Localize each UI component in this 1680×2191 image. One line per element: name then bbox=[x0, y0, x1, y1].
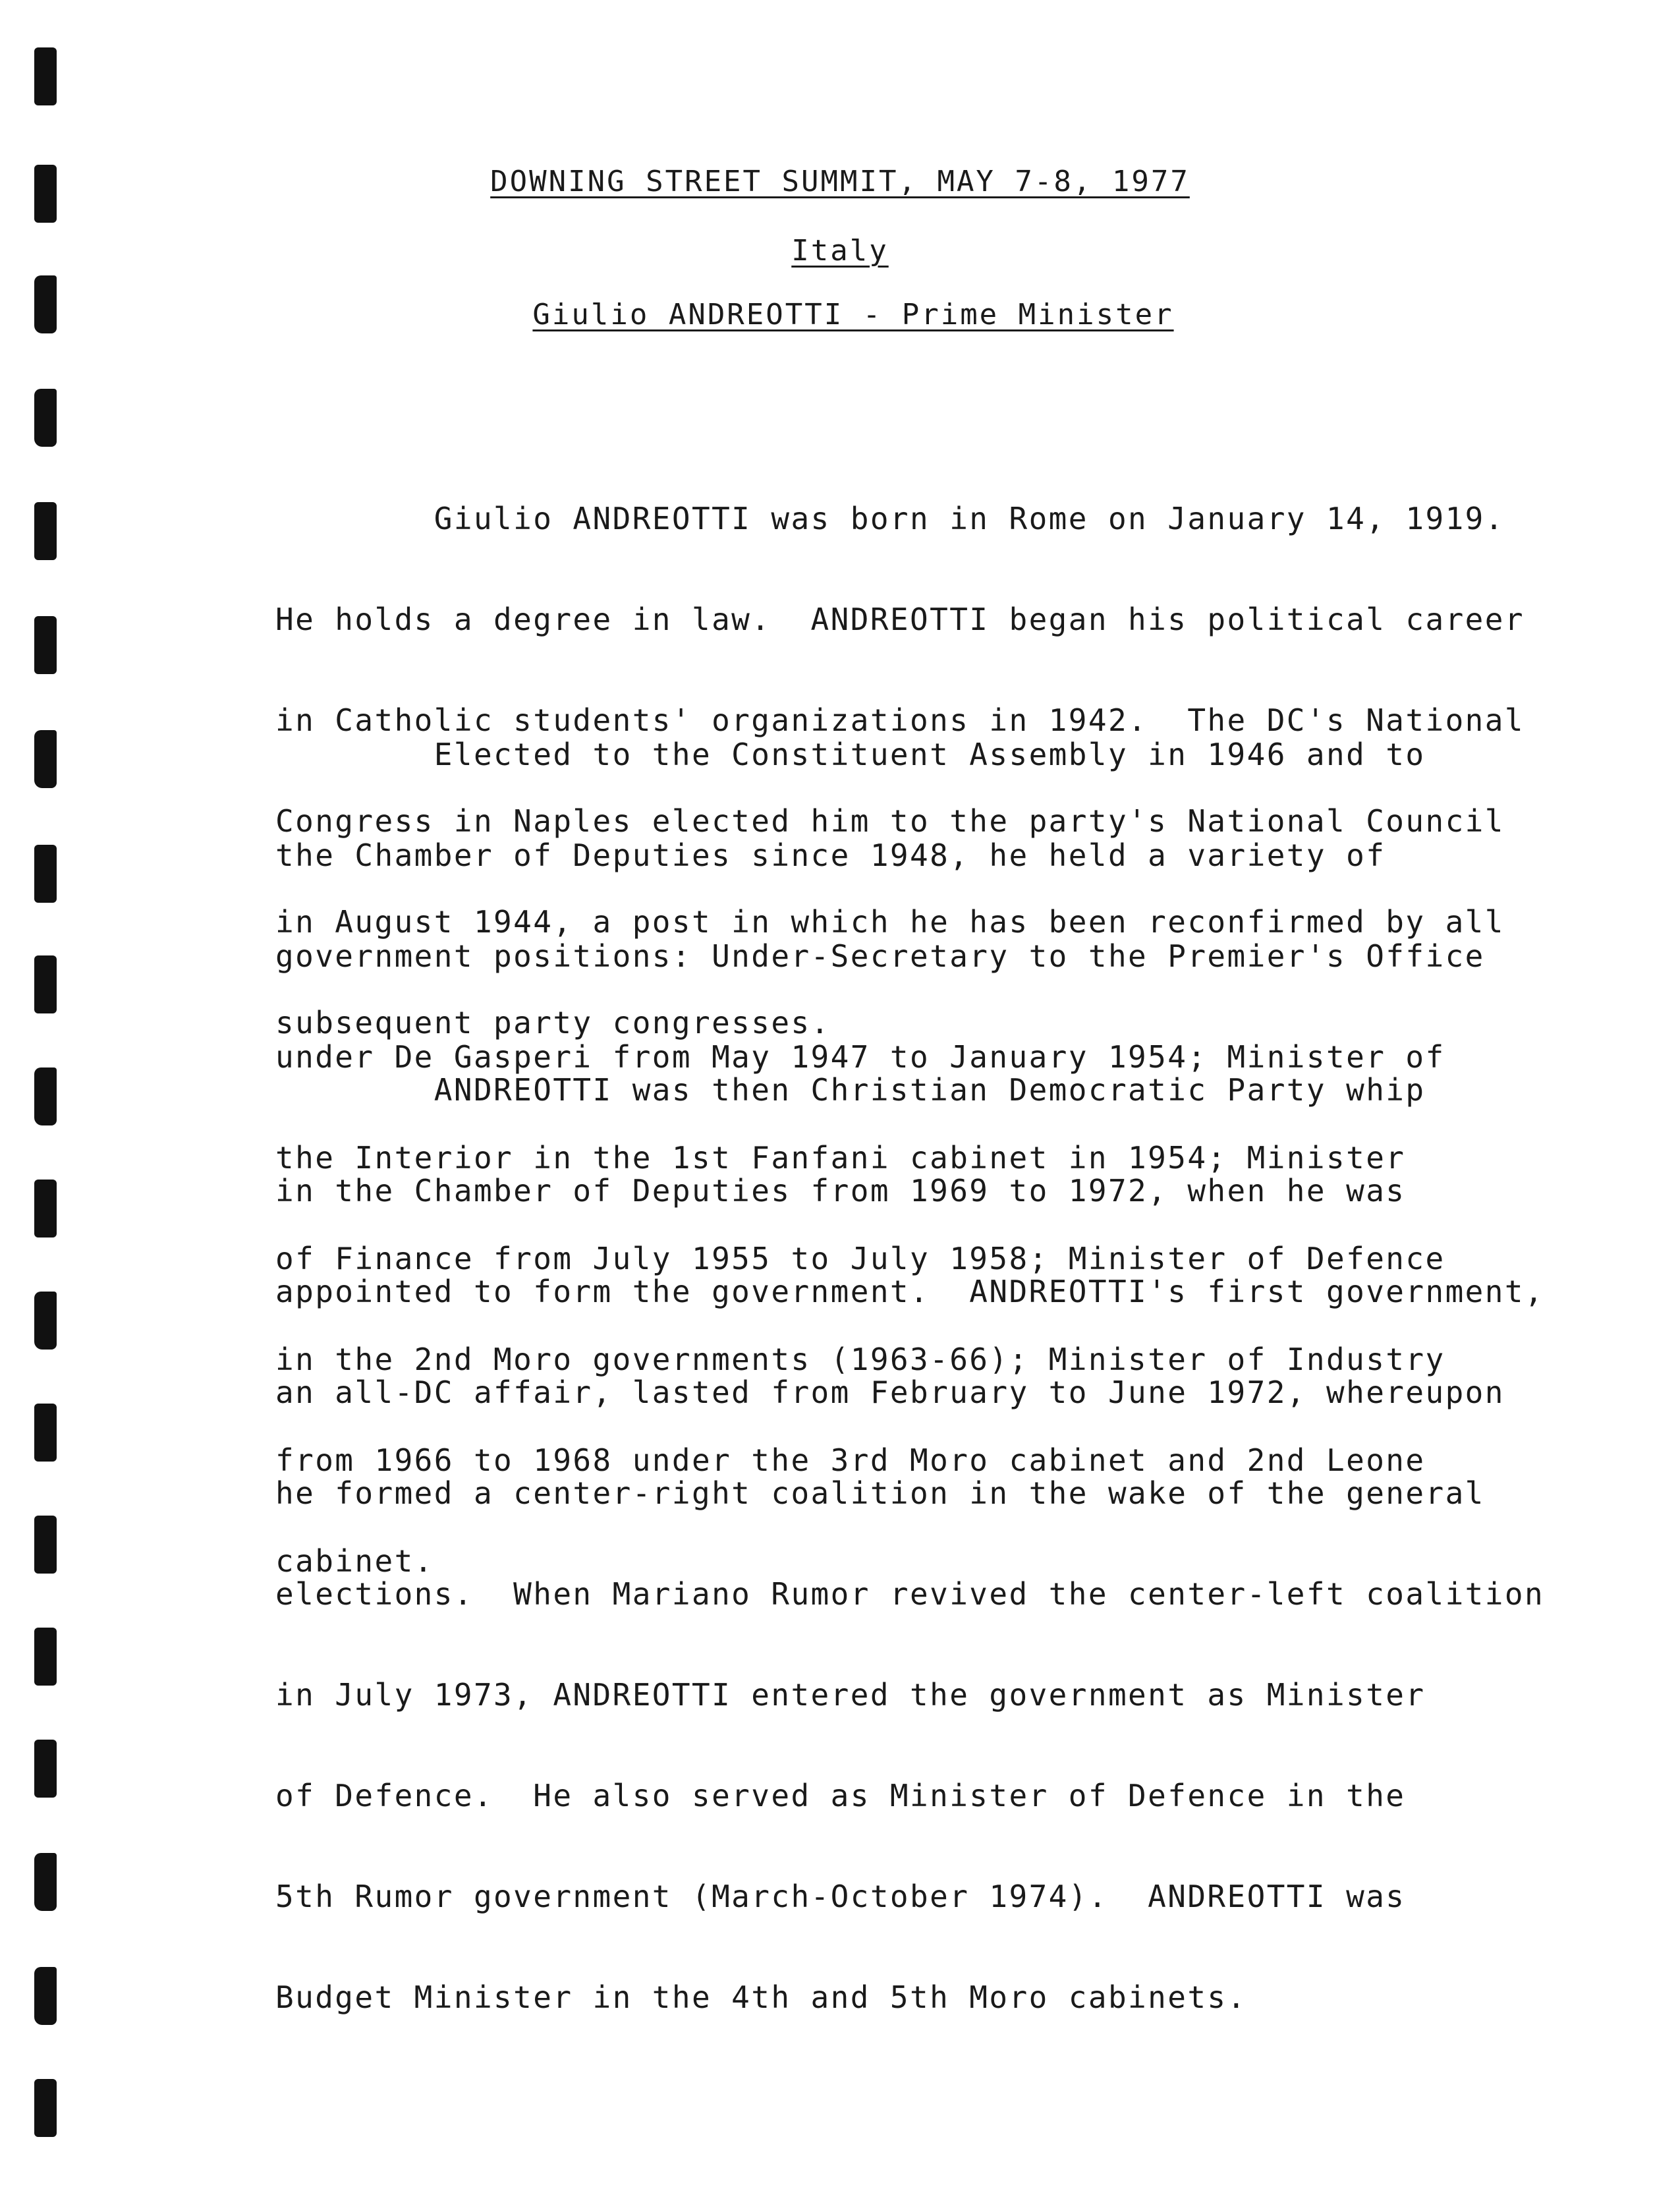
paragraph-line: the Interior in the 1st Fanfani cabinet in 1954; Minister bbox=[275, 1140, 1406, 1176]
paragraph-line: under De Gasperi from May 1947 to January 1954; Minister of bbox=[275, 1039, 1445, 1075]
paragraph-line: He holds a degree in law. ANDREOTTI began his political career bbox=[275, 602, 1525, 637]
paragraph-line: ANDREOTTI was then Christian Democratic Party whip bbox=[275, 1072, 1426, 1108]
binder-punch-mark bbox=[34, 1516, 57, 1574]
binder-punch-mark bbox=[34, 1740, 57, 1798]
binder-punch-mark bbox=[34, 502, 57, 560]
paragraph-line: in the 2nd Moro governments (1963-66); Minister of Industry bbox=[275, 1342, 1445, 1377]
paragraph-line: 5th Rumor government (March-October 1974). ANDREOTTI was bbox=[275, 1879, 1406, 1914]
paragraph-line: of Finance from July 1955 to July 1958; Minister of Defence bbox=[275, 1241, 1445, 1276]
paragraph-line: of Defence. He also served as Minister of Defence in the bbox=[275, 1778, 1406, 1813]
paragraph-line: from 1966 to 1968 under the 3rd Moro cabinet and 2nd Leone bbox=[275, 1442, 1426, 1478]
paragraph-line: cabinet. bbox=[275, 1543, 434, 1579]
binder-punch-mark bbox=[34, 1067, 57, 1125]
person-heading bbox=[13, 298, 1680, 331]
person-heading-text: Giulio ANDREOTTI - Prime Minister bbox=[532, 298, 1174, 331]
paragraph-line: an all-DC affair, lasted from February to June 1972, whereupon bbox=[275, 1375, 1505, 1410]
binder-punch-mark bbox=[34, 389, 57, 447]
country-heading-text: Italy bbox=[791, 234, 889, 268]
binder-punch-mark bbox=[34, 1180, 57, 1238]
paragraph-line: subsequent party congresses. bbox=[275, 1005, 831, 1040]
paragraph-3 bbox=[275, 1006, 1560, 2082]
binder-punch-mark bbox=[34, 845, 57, 903]
paragraph-line: Giulio ANDREOTTI was born in Rome on January 14, 1919. bbox=[275, 501, 1505, 536]
binder-punch-mark bbox=[34, 730, 57, 788]
binder-punch-mark bbox=[34, 1292, 57, 1350]
binder-punch-mark bbox=[34, 1404, 57, 1462]
binder-punch-mark bbox=[34, 2079, 57, 2137]
summit-heading-text: DOWNING STREET SUMMIT, MAY 7-8, 1977 bbox=[490, 165, 1190, 198]
summit-heading bbox=[0, 165, 1680, 198]
binder-punch-mark bbox=[34, 616, 57, 674]
binder-punch-mark bbox=[34, 1628, 57, 1686]
paragraph-line: in Catholic students' organizations in 1942. The DC's National bbox=[275, 702, 1525, 738]
paragraph-line: he formed a center-right coalition in the wake of the general bbox=[275, 1475, 1485, 1511]
paragraph-line: in the Chamber of Deputies from 1969 to 1972, when he was bbox=[275, 1173, 1406, 1209]
country-heading bbox=[0, 234, 1680, 268]
paragraph-line: Congress in Naples elected him to the party's National Council bbox=[275, 803, 1505, 839]
binder-punch-mark bbox=[34, 47, 57, 105]
binder-punch-mark bbox=[34, 955, 57, 1013]
paragraph-line: elections. When Mariano Rumor revived the center-left coalition bbox=[275, 1576, 1545, 1612]
paragraph-line: the Chamber of Deputies since 1948, he held a variety of bbox=[275, 838, 1386, 873]
binder-punch-mark bbox=[34, 1853, 57, 1911]
paragraph-line: Budget Minister in the 4th and 5th Moro cabinets. bbox=[275, 1979, 1247, 2015]
paragraph-line: appointed to form the government. ANDREOTTI's first government, bbox=[275, 1274, 1545, 1309]
binder-punch-mark bbox=[34, 1967, 57, 2025]
paragraph-line: in July 1973, ANDREOTTI entered the government as Minister bbox=[275, 1677, 1426, 1713]
paragraph-line: in August 1944, a post in which he has been reconfirmed by all bbox=[275, 904, 1505, 940]
paragraph-line: Elected to the Constituent Assembly in 1946 and to bbox=[275, 737, 1426, 772]
paragraph-line: government positions: Under-Secretary to the Premier's Office bbox=[275, 938, 1485, 974]
